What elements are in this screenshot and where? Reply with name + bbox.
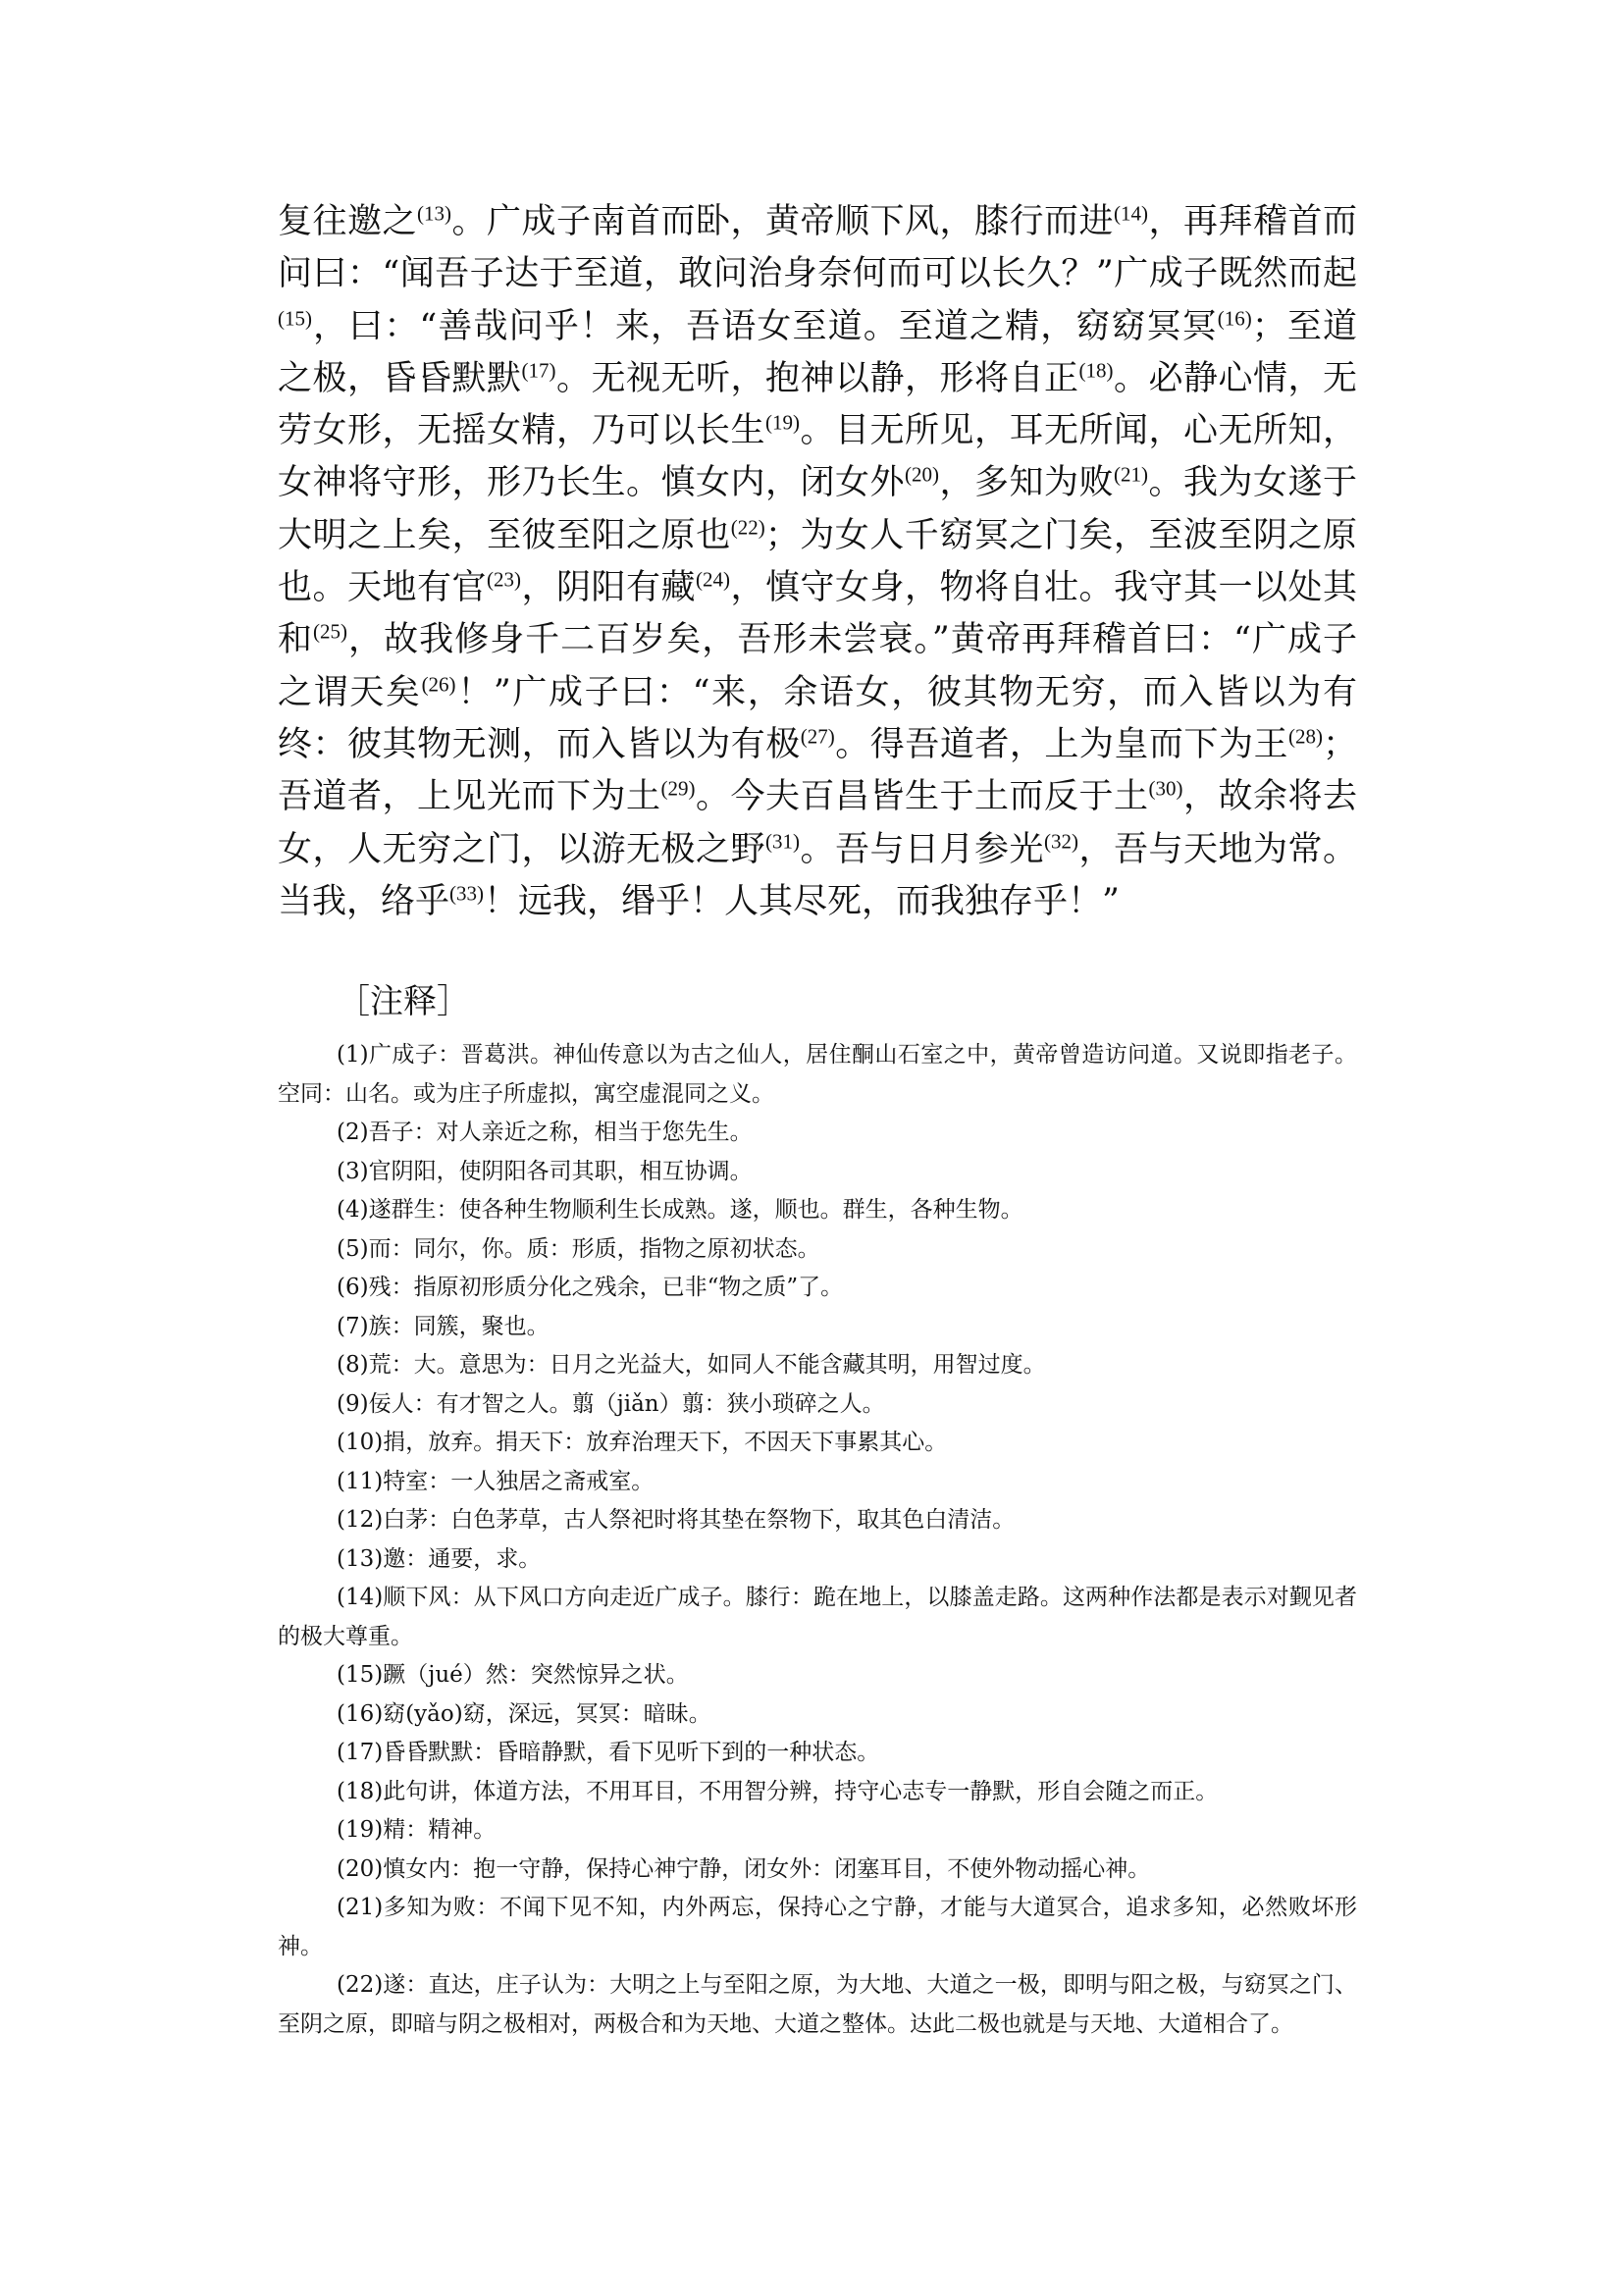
note-item: (7)族：同簇，聚也。 [337, 1313, 550, 1339]
note-item: (8)荒：大。意思为：日月之光益大，如同人不能含藏其明，用智过度。 [337, 1352, 1046, 1379]
note-item: (17)昏昏默默：昏暗静默，看下见听下到的一种状态。 [337, 1740, 880, 1766]
text-run: 。必静心情，无劳女形，无摇女精，乃可以长生 [278, 358, 1357, 451]
document-page [278, 196, 1357, 2044]
text-run: ，故余将去女，人无穷之门，以游无极之野 [278, 777, 1357, 869]
note-item: (3)官阴阳，使阴阳各司其职，相互协调。 [337, 1158, 753, 1184]
note-reference: (15) [278, 305, 312, 330]
note-reference: (27) [800, 724, 835, 749]
text-run: ；为女人千窈冥之门矣，至波至阴之原也。天地有官 [278, 515, 1357, 608]
text-run: ，吾与天地为常。当我，络乎 [278, 829, 1357, 921]
note-reference: (21) [1113, 462, 1148, 487]
note-reference: (23) [487, 567, 521, 592]
text-run: 。我为女遂于大明之上矣，至彼至阳之原也 [278, 463, 1357, 555]
notes-list [278, 1036, 1357, 2044]
note-item: (2)吾子：对人亲近之称，相当于您先生。 [337, 1120, 753, 1146]
text-run: 复往邀之 [278, 202, 417, 241]
note-reference: (20) [904, 462, 939, 487]
note-item: (18)此句讲，体道方法，不用耳目，不用智分辨，持守心志专一静默，形自会随之而正。 [337, 1778, 1219, 1804]
note-reference: (19) [765, 410, 800, 435]
main-text-passage [278, 196, 1357, 928]
note-reference: (26) [421, 672, 456, 697]
text-run: ；吾道者，上见光而下为土 [278, 724, 1357, 817]
note-item: (19)精：精神。 [337, 1817, 497, 1844]
text-run: ，故我修身千二百岁矣，吾形未尝衰。”黄帝再拜稽首曰：“广成子之谓天矣 [278, 620, 1357, 712]
note-reference: (13) [417, 201, 451, 226]
note-item: (12)白茅：白色茅草，古人祭祀时将其垫在祭物下，取其色白清洁。 [337, 1507, 1016, 1534]
note-reference: (29) [660, 776, 696, 801]
note-item: (10)捐，放弃。捐天下：放弃治理天下，不因天下事累其心。 [337, 1430, 948, 1456]
text-run: ，再拜稽首而问曰：“闻吾子达于至道，敢问治身奈何而可以长久？”广成子既然而起 [278, 202, 1357, 294]
text-run: 。得吾道者，上为皇而下为王 [834, 724, 1288, 764]
text-run: ！远我，缗乎！人其尽死，而我独存乎！” [484, 881, 1120, 921]
note-item: (21)多知为败：不闻下见不知，内外两忘，保持心之宁静，才能与大道冥合，追求多知，必然败坏形神。 [278, 1895, 1357, 1959]
note-reference: (30) [1148, 776, 1183, 801]
text-run: 。无视无听，抱神以静，形将自正 [555, 358, 1079, 398]
text-run: ！”广成子曰：“来，余语女，彼其物无穷，而入皆以为有终：彼其物无测，而入皆以为有极 [278, 672, 1357, 764]
note-item: (4)遂群生：使各种生物顺利生长成熟。遂，顺也。群生，各种生物。 [337, 1197, 1023, 1224]
note-item: (1)广成子：晋葛洪。神仙传意以为古之仙人，居住酮山石室之中，黄帝曾造访问道。又说即指老子。空同：山名。或为庄子所虚拟，寓空虚混同之义。 [278, 1042, 1357, 1107]
text-run: 。目无所见，耳无所闻，心无所知，女神将守形，形乃长生。慎女内，闭女外 [278, 411, 1357, 503]
note-reference: (24) [696, 567, 730, 592]
text-run: ，多知为败 [938, 463, 1114, 503]
text-run: ，慎守女身，物将自壮。我守其一以处其和 [278, 568, 1357, 660]
note-reference: (33) [449, 881, 485, 906]
note-item: (13)邀：通要，求。 [337, 1545, 542, 1572]
note-reference: (28) [1287, 724, 1323, 749]
note-reference: (17) [521, 358, 556, 383]
note-item: (16)窈(yǎo)窈，深远，冥冥：暗昧。 [337, 1700, 711, 1727]
note-reference: (16) [1217, 305, 1252, 330]
text-run: ；至道之极，昏昏默默 [278, 306, 1357, 398]
note-item: (11)特室：一人独居之斋戒室。 [337, 1468, 655, 1494]
text-run: ，阴阳有藏 [521, 568, 696, 608]
text-run: 。吾与日月参光 [799, 829, 1044, 869]
note-reference: (31) [764, 828, 800, 853]
notes-heading: ［注释］ [337, 982, 470, 1022]
note-reference: (14) [1113, 201, 1148, 226]
note-reference: (18) [1078, 358, 1114, 383]
note-item: (20)慎女内：抱一守静，保持心神宁静，闭女外：闭塞耳目，不使外物动摇心神。 [337, 1855, 1151, 1882]
note-item: (9)佞人：有才智之人。翦（jiǎn）翦：狭小琐碎之人。 [337, 1390, 885, 1417]
note-item: (5)而：同尔，你。质：形质，指物之原初状态。 [337, 1235, 820, 1262]
text-run: 。今夫百昌皆生于土而反于土 [695, 777, 1149, 817]
note-item: (6)残：指原初形质分化之残余，已非“物之质”了。 [337, 1275, 844, 1301]
note-reference: (22) [730, 515, 765, 540]
note-item: (15)蹶（jué）然：突然惊异之状。 [337, 1662, 689, 1689]
note-reference: (25) [313, 619, 348, 644]
note-item: (14)顺下风：从下风口方向走近广成子。膝行：跪在地上，以膝盖走路。这两种作法都是表示对觐见者的极大尊重。 [278, 1585, 1357, 1649]
note-item: (22)遂：直达，庄子认为：大明之上与至阳之原，为大地、大道之一极，即明与阳之极，与窈冥之门、至阴之原，即暗与阴之极相对，两极合和为天地、大道之整体。达此二极也就是与天地、大道相合了。 [278, 1972, 1357, 2037]
note-reference: (32) [1043, 828, 1078, 853]
text-run: ，曰：“善哉问乎！来，吾语女至道。至道之精，窈窈冥冥 [312, 306, 1218, 346]
text-run: 。广成子南首而卧，黄帝顺下风，膝行而进 [451, 202, 1114, 241]
